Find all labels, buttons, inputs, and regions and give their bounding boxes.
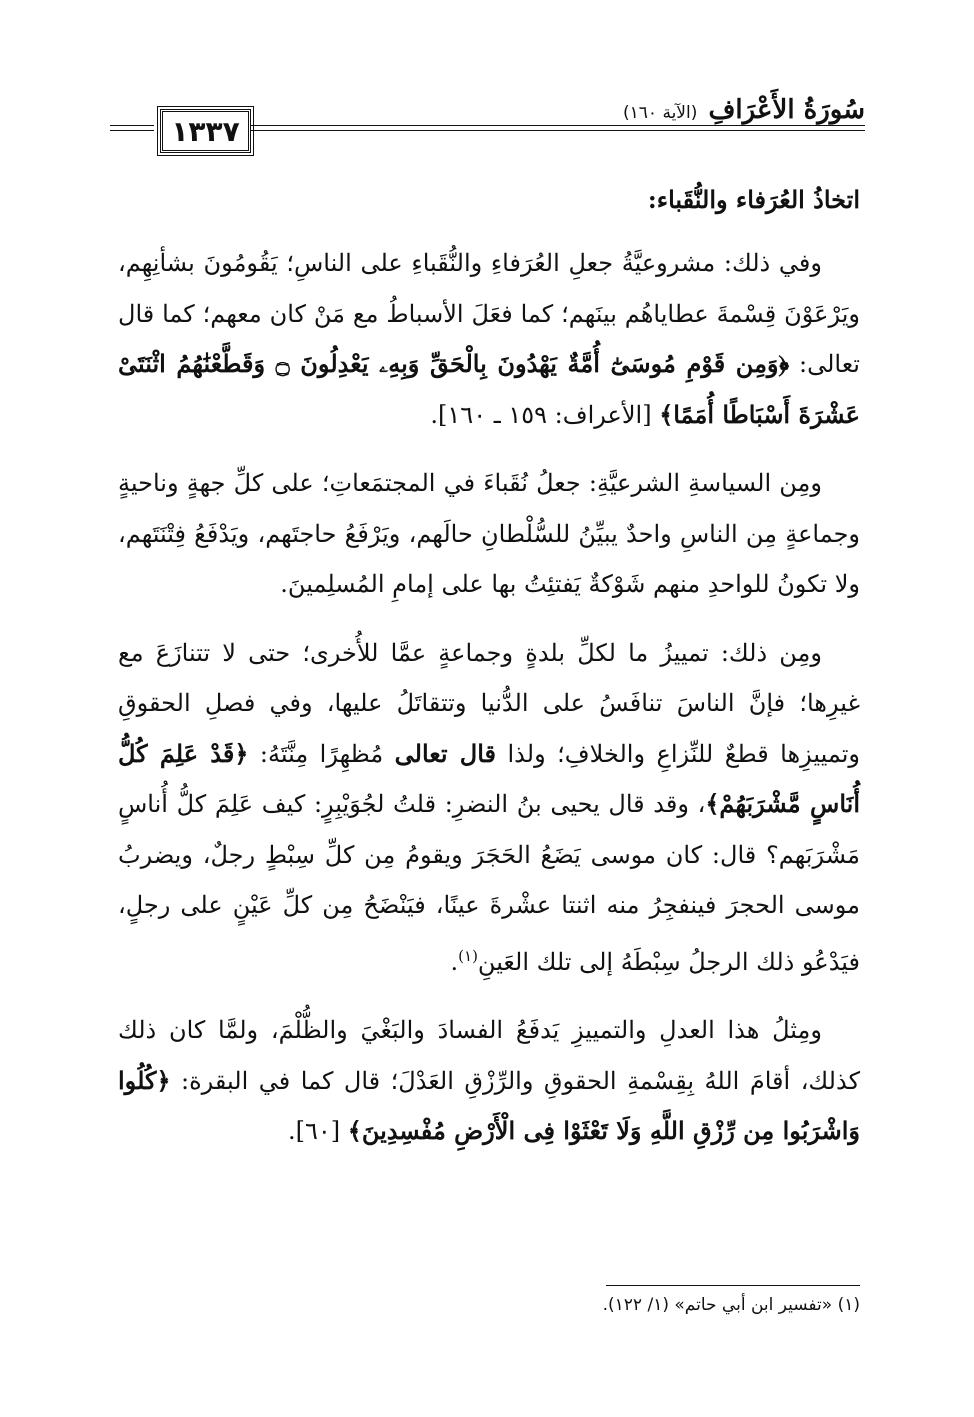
quran-verse: ﴿قَدْ عَلِمَ كُلُّ أُنَاسٍ مَّشْرَبَهُمْ﴾ [118, 738, 860, 818]
footnote-marker[interactable]: (١) [458, 946, 478, 965]
paragraph-text: . [450, 947, 459, 976]
page-header [110, 95, 865, 175]
running-title [613, 95, 865, 125]
header-rule [250, 130, 865, 131]
verse-citation: [٦٠]. [288, 1117, 348, 1145]
paragraph-text: ومِن ذلك: تمييزُ ما لكلِّ بلدةٍ وجماعةٍ عمَّا للأُخرى؛ حتى لا تتنازَعَ مع غيرِها؛ فإنَّ الناسَ تنافَسُ على الدُّنيا وتتقاتَلُ عليها، وفي فصلِ الحقوقِ وتمييزِها قطعٌ للنِّزاعِ والخلافِ؛ ولذا [118, 638, 860, 768]
paragraph-2: ومِن السياسةِ الشرعيَّةِ: جعلُ نُقَباءَ في المجتمَعاتِ؛ على كلِّ جهةٍ وناحيةٍ وجماعةٍ مِن الناسِ واحدٌ يبيِّنُ للسُّلْطانِ حالَهم، ويَرْفَعُ حاجتَهم، ويَدْفَعُ فِتْنَتَهم، ولا تكونُ للواحدِ منهم شَوْكةٌ يَفتئِتُ بها على إمامِ المُسلِمينَ. [118, 469, 860, 598]
footnote: (١) «تفسير ابن أبي حاتم» (١/ ١٢٢). [602, 1295, 860, 1315]
header-rule [250, 125, 865, 126]
header-rule [110, 130, 154, 131]
paragraph-text: مُظهِرًا مِنَّتَهُ: [248, 739, 395, 768]
bold-phrase: قال تعالى [394, 738, 496, 768]
paragraph-text: وفي ذلك: مشروعيَّةُ جعلِ العُرَفاءِ والنُّقَباءِ على الناسِ؛ يَقُومُونَ بشأنِهِم، ويَرْعَوْنَ قِسْمةَ عطاياهُم بينَهم؛ كما فعَلَ الأسباطُ مع مَنْ كان معهم؛ كما قال تعالى: [118, 249, 860, 378]
section-heading: اتخاذُ العُرَفاء والنُّقَباء: [647, 185, 860, 214]
paragraph-3 [118, 628, 860, 988]
paragraph-text: ، وقد قال يحيى بنُ النضرِ: قلتُ لجُوَيْبِرٍ: كيف عَلِمَ كلُّ أُناسٍ مَشْرَبَهم؟ قال: كان موسى يَضَعُ الحَجَرَ ويقومُ مِن كلِّ سِبْطٍ رجلٌ، ويضربُ موسى الحجرَ فينفجِرُ منه اثنتا عشْرةَ عينًا، فيَنْضَحُ مِن كلِّ عَيْنٍ على رجلٍ، فيَدْعُو ذلك الرجلُ سِبْطَهُ إلى تلك العَينِ [118, 790, 860, 976]
page-number: ١٣٣٧ [160, 109, 251, 153]
paragraph-text: ومِثلُ هذا العدلِ والتمييزِ يَدفَعُ الفسادَ والبَغْيَ والظُّلْمَ، ولمَّا كان ذلك كذلك، أقامَ اللهُ بِقِسْمةِ الحقوقِ والرِّزْقِ العَدْلَ؛ قال كما في البقرة: [118, 1016, 860, 1095]
paragraph-4 [118, 1005, 860, 1157]
paragraph-1 [118, 238, 860, 440]
verse-citation: [الأعراف: ١٥٩ ـ ١٦٠]. [430, 400, 660, 429]
quran-verse: ﴿وَمِن قَوْمِ مُوسَىٰٓ أُمَّةٌ يَهْدُونَ بِالْحَقِّ وَبِهِۦ يَعْدِلُونَ ۝ وَقَطَّعْنَٰهُمُ اثْنَتَىْ عَشْرَةَ أَسْبَاطًا أُمَمًا﴾ [118, 349, 860, 429]
ayah-reference: (الآية ١٦٠) [623, 103, 698, 123]
quran-verse: ﴿كُلُوا وَاشْرَبُوا مِن رِّزْقِ اللَّهِ وَلَا تَعْثَوْا فِى الْأَرْضِ مُفْسِدِينَ﴾ [118, 1065, 860, 1145]
header-rule [110, 125, 154, 126]
page-body [118, 180, 860, 1175]
footnote-separator [606, 1285, 860, 1286]
surah-name: سُورَةُ الأَعْرَافِ [708, 95, 865, 125]
